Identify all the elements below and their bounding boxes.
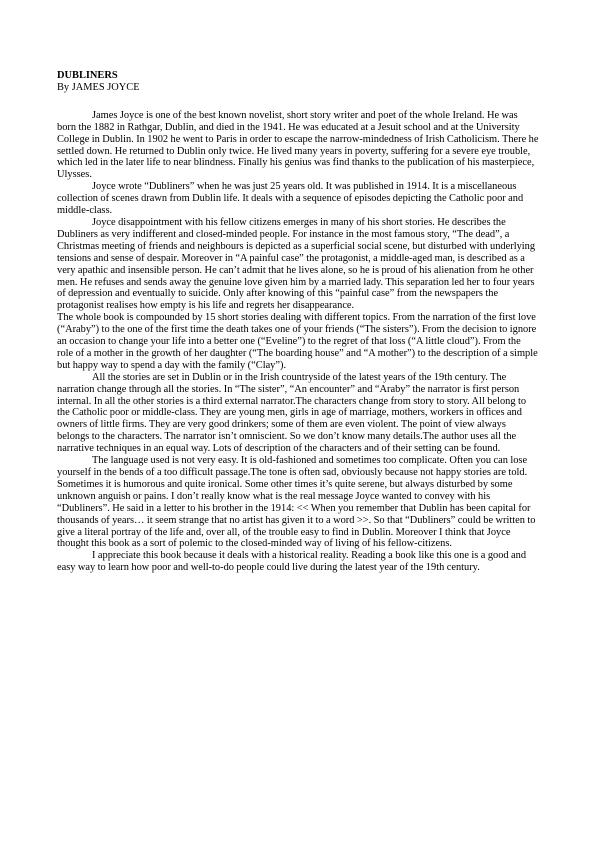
paragraph-publication: Joyce wrote “Dubliners” when he was just 25 years old. It was published in 1914. It is a miscellaneous collection of scenes drawn from Dublin life. It deals with a sequence of episodes depicting the Catholic poor and middle-class. bbox=[57, 181, 524, 217]
paragraph-biography: James Joyce is one of the best known novelist, short story writer and poet of the whole Ireland. He was born the 1882 in Rathgar, Dublin, and died in the 1941. He was educated at a Jesuit school and at the University College in Dublin. In 1902 he went to Paris in order to escape the narrow-mindedness of Irish Catholicism. There he settled down. He returned to Dublin only twice. He lived many years in poverty, suffering for a severe eye trouble, which led in the later life to near blindness. Finally his genius was find thanks to the publication of his masterpiece, Ulysses. bbox=[57, 109, 539, 181]
paragraph-disappointment: Joyce disappointment with his fellow citizens emerges in many of his short stories. He describes the Dubliners as very indifferent and closed-minded people. For instance in the most famous story, “The dead”, a Christmas meeting of friends and neighbours is depicted as a superficial social scene, but disturbed with underlying tensions and sense of despair. Moreover in “A painful case” the protagonist, a middle-aged man, is described as a very apathic and insensible person. He can’t admit that he lives alone, so he is proud of his alienation from he other men. He refuses and sends away the genuine love given him by a married lady. This separation led her to four years of depression and eventually to suicide. Only after knowing of this “painful case” from the newspapers the protagonist realises how empty is his life and regrets her disappearance. bbox=[57, 216, 536, 312]
paragraph-language: The language used is not very easy. It is old-fashioned and sometimes too complicate. Often you can lose yourself in the bends of a too difficult passage.The tone is often sad, obviously because not happy stories are told. Sometimes it is humorous and quite ironical. Some other times it’s quite serene, but always disturbed by some unknown anguish or pains. I don’t really know what is the real message Joyce wanted to convey with his “Dubliners”. He said in a letter to his brother in the 1914: << When you remember that Dublin has been capital for thousands of years… it seem strange that no artist has given it to a word >>. So that “Dubliners” could be written to give a literal portray of the life and, over all, of the trouble easy to find in Dublin. Moreover I think that Joyce thought this book as a sort of polemic to the closed-minded way of living of his fellow-citizens. bbox=[57, 455, 536, 550]
author-byline: By JAMES JOYCE bbox=[57, 81, 140, 93]
paragraph-conclusion: I appreciate this book because it deals with a historical reality. Reading a book like this one is a good and easy way to learn how poor and well-to-do people could live during the latest year of the 19th century. bbox=[57, 550, 527, 574]
document-title: DUBLINERS bbox=[57, 70, 118, 81]
document-page bbox=[57, 70, 539, 574]
paragraph-setting-narration: All the stories are set in Dublin or in the Irish countryside of the latest years of the 19th century. The narration change through all the stories. In “The sister”, “An encounter” and “Araby” the narrator is first person internal. In all the other stories is a third external narrator.The characters change from story to story. All belong to the Catholic poor or middle-class. They are young men, girls in age of marriage, mothers, workers in offices and owners of little firms. They are very good drinkers; some of them are even violent. The point of view always belongs to the characters. The narrator isn’t omniscient. So we don’t know many details.The author uses all the narrative techniques in an equal way. Lots of description of the characters and of their setting can be found. bbox=[57, 371, 527, 455]
paragraph-stories-overview: The whole book is compounded by 15 short stories dealing with different topics. From the narration of the first love (“Araby”) to the one of the first time the death takes one of your friends (“The sisters”). From the decision to ignore an occasion to change your life into a better one (“Eveline”) to the regret of that loss (“A little cloud”). From the role of a mother in the growth of her daughter (“The boarding house” and “A mother”) to the description of a simple but happy way to spend a day with the family (“Clay”). bbox=[57, 312, 538, 371]
